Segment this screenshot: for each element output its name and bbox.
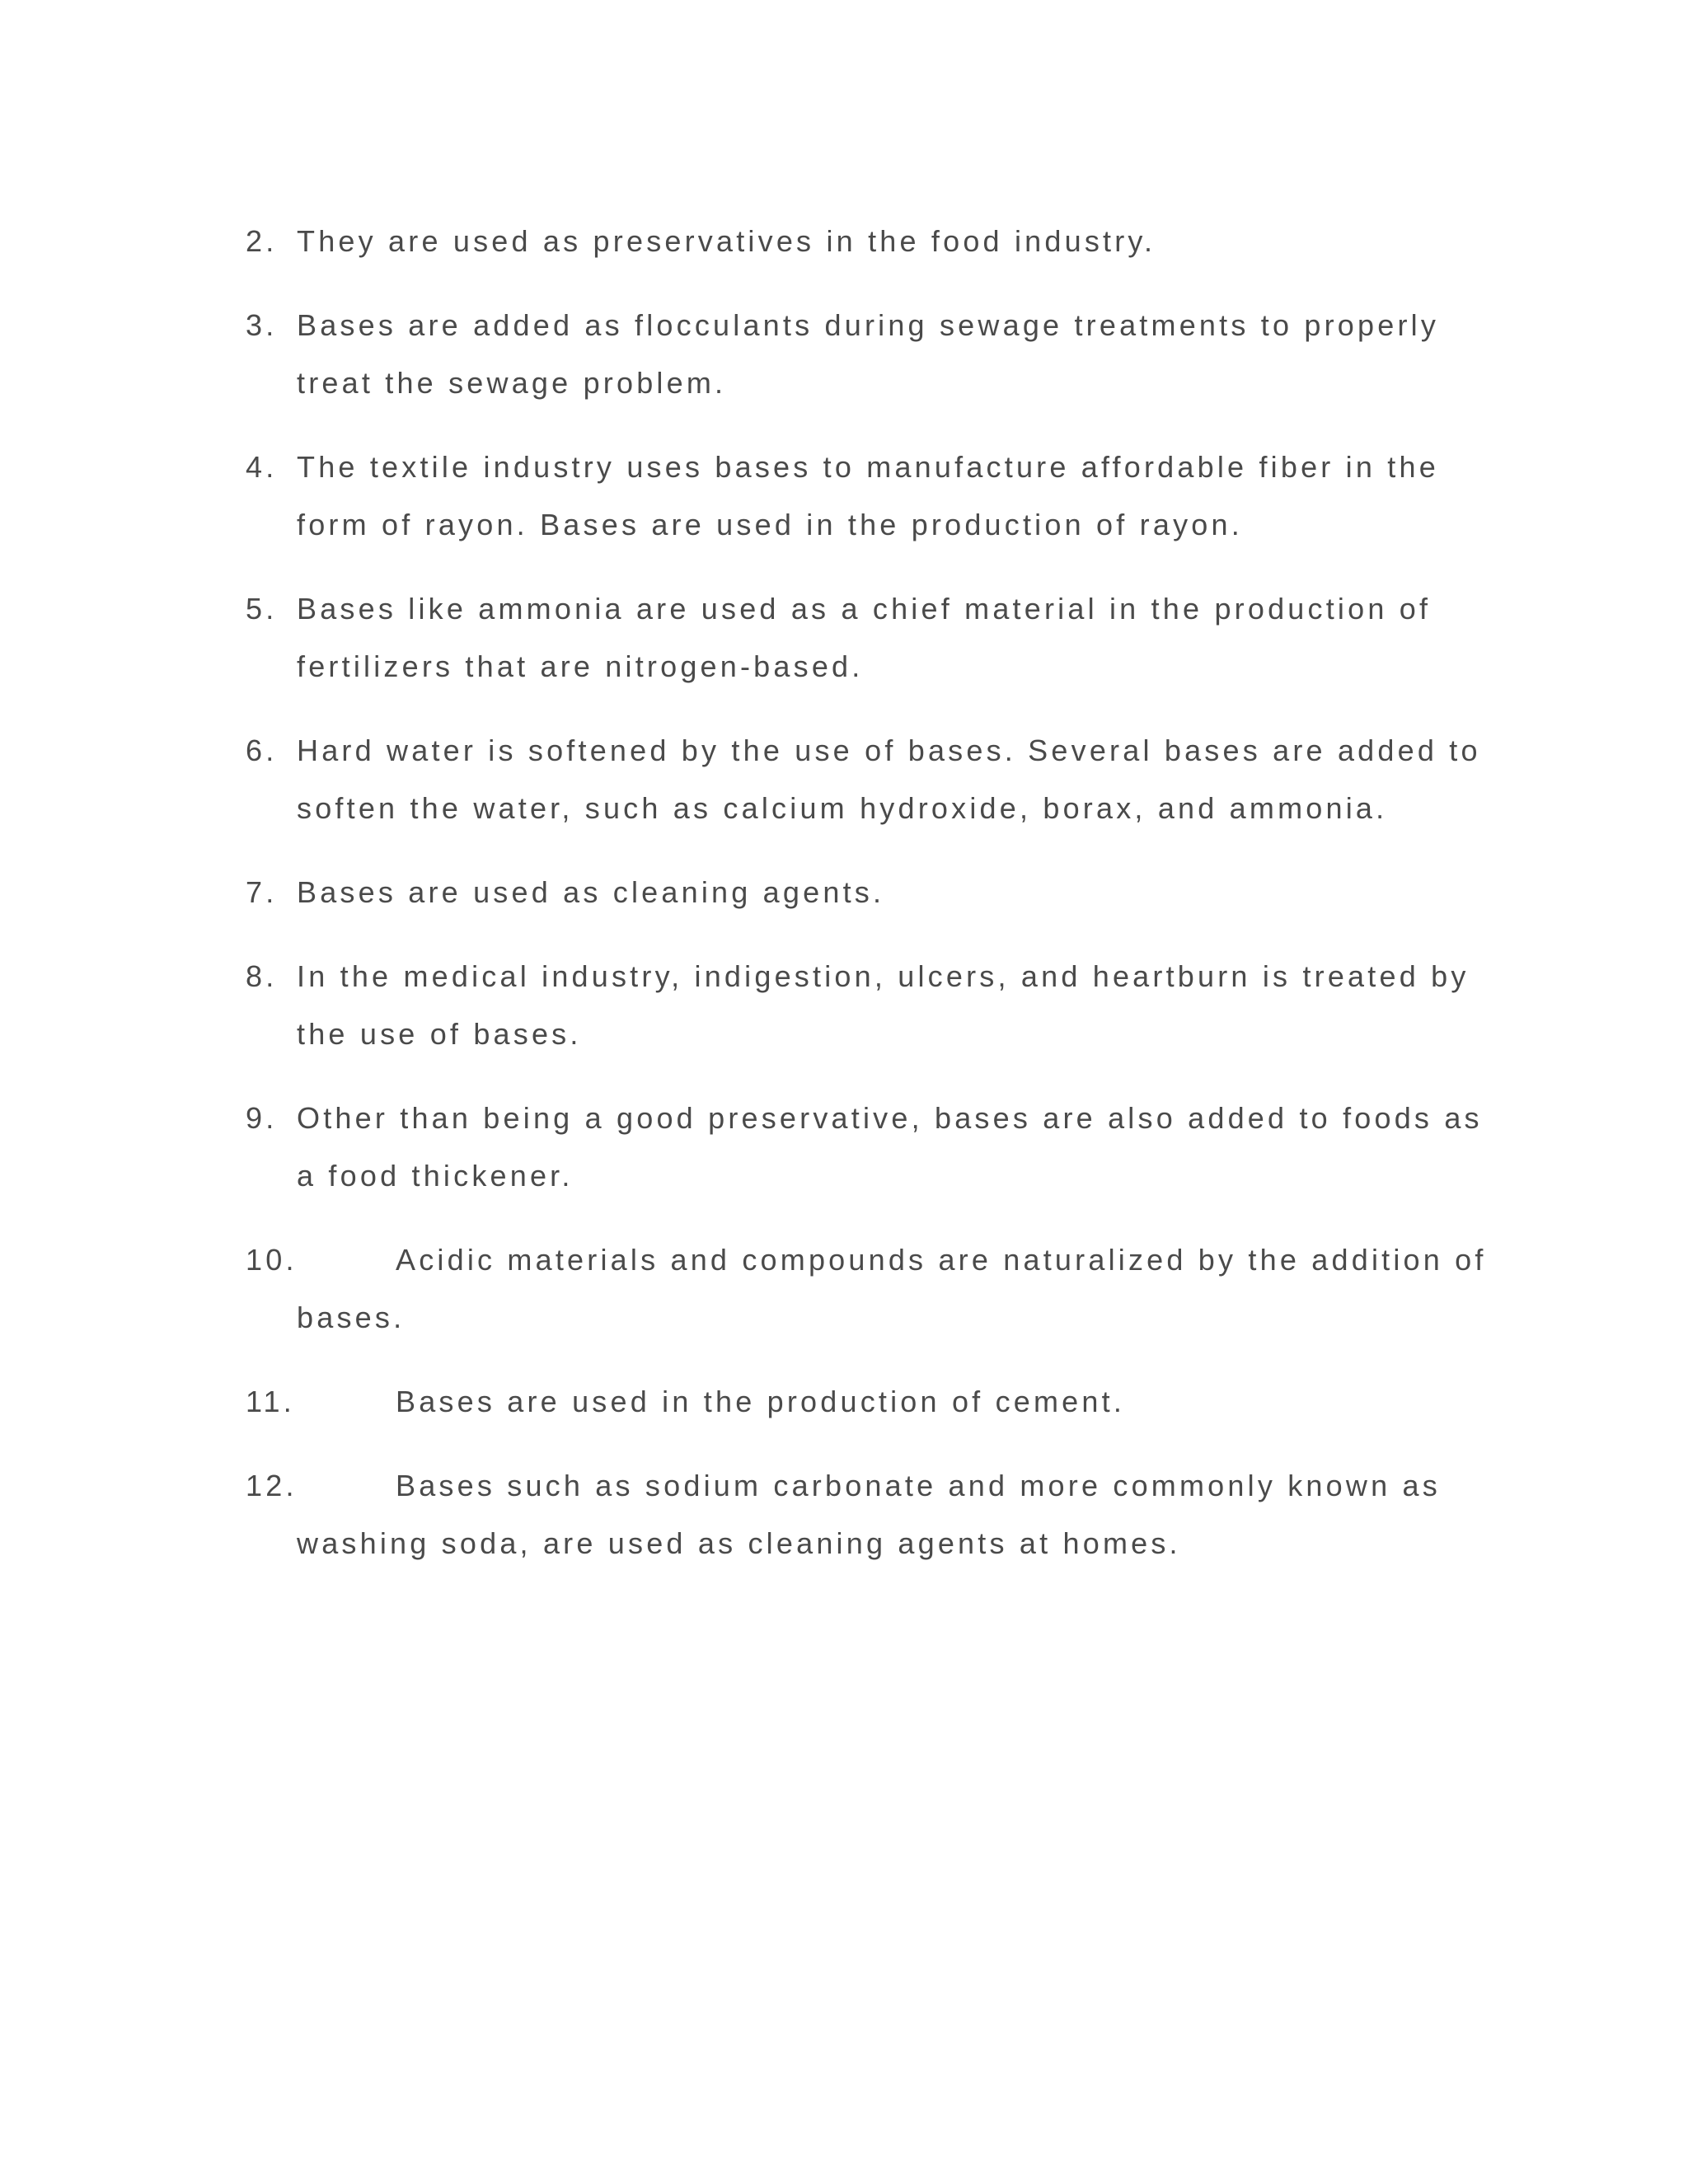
list-item-text: Acidic materials and compounds are naturalized by the addition of bases.: [297, 1243, 1487, 1334]
list-item: [246, 1090, 1490, 1205]
list-item: [246, 948, 1490, 1063]
list-item: [246, 1231, 1490, 1347]
list-item-text: Bases are used in the production of cement.: [396, 1385, 1126, 1418]
list-item-text: Other than being a good preservative, bases are also added to foods as a food thickener.: [297, 1101, 1483, 1193]
list-item-text: They are used as preservatives in the food industry.: [297, 224, 1156, 258]
list-item-text: Hard water is softened by the use of bases. Several bases are added to soften the water, such as calcium hydroxide, borax, and ammonia.: [297, 733, 1481, 825]
list-item: [246, 438, 1490, 554]
list-item-text: Bases are added as flocculants during sewage treatments to properly treat the sewage problem.: [297, 308, 1440, 400]
list-item-number: 7.: [246, 875, 278, 909]
list-item-number: 11.: [246, 1385, 295, 1418]
list-item: [246, 297, 1490, 412]
list-item: [246, 213, 1490, 270]
list-item-number: 12.: [246, 1469, 298, 1502]
list-item: [246, 1457, 1490, 1572]
list-item-number: 6.: [246, 733, 278, 767]
list-item-number: 8.: [246, 959, 278, 993]
list-item-number: 4.: [246, 450, 278, 484]
list-item-text: Bases like ammonia are used as a chief material in the production of fertilizers that are nitrogen-based.: [297, 592, 1432, 683]
list-item-number: 5.: [246, 592, 278, 626]
list-item-number: 2.: [246, 224, 278, 258]
list-item: [246, 580, 1490, 696]
list-item-number: 9.: [246, 1101, 278, 1135]
list-item-text: Bases are used as cleaning agents.: [297, 875, 885, 909]
list-item-text: Bases such as sodium carbonate and more commonly known as washing soda, are used as cleaning agents at homes.: [297, 1469, 1441, 1560]
numbered-list: [246, 213, 1490, 1599]
list-item: [246, 722, 1490, 837]
list-item-text: In the medical industry, indigestion, ulcers, and heartburn is treated by the use of bases.: [297, 959, 1470, 1051]
list-item-number: 3.: [246, 308, 278, 342]
list-item: [246, 864, 1490, 921]
list-item-text: The textile industry uses bases to manufacture affordable fiber in the form of rayon. Bases are used in the production of rayon.: [297, 450, 1439, 541]
list-item-number: 10.: [246, 1243, 298, 1277]
list-item: [246, 1373, 1490, 1431]
